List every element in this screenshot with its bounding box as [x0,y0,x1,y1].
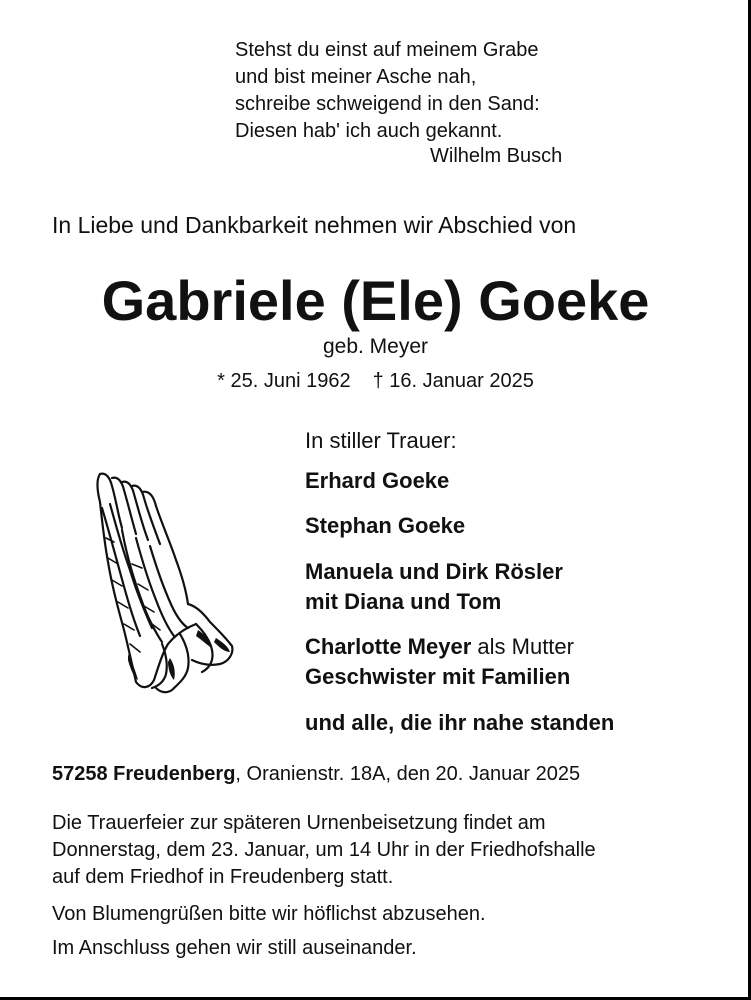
mourner-1: Erhard Goeke [305,468,450,493]
service-line: auf dem Friedhof in Freudenberg statt. [52,866,394,888]
mourner-4-name: Charlotte Meyer [305,634,472,659]
praying-hands-icon [92,468,237,696]
address-line [52,763,580,786]
death-date: † 16. Januar 2025 [372,370,534,392]
deceased-name: Gabriele (Ele) Goeke [101,269,650,332]
closing-note: Im Anschluss gehen wir still auseinander. [52,937,417,959]
mourner-5: Geschwister mit Familien [305,664,571,689]
service-line: Die Trauerfeier zur späteren Urnenbeisetzung findet am [52,812,546,834]
birth-name: geb. Meyer [322,335,429,358]
mourner-3-line2: mit Diana und Tom [305,589,502,614]
mourner-3-line1: Manuela und Dirk Rösler [305,559,563,584]
service-line: Donnerstag, dem 23. Januar, um 14 Uhr in der Friedhofshalle [52,839,596,861]
flowers-note: Von Blumengrüßen bitte wir höflichst abzusehen. [52,903,486,925]
mourners-heading: In stiller Trauer: [305,428,457,453]
poem-author: Wilhelm Busch [430,145,563,167]
poem-line: Diesen hab' ich auch gekannt. [235,120,503,142]
intro-text: In Liebe und Dankbarkeit nehmen wir Abschied von [52,212,577,238]
address-rest: , Oranienstr. 18A, den 20. Januar 2025 [235,763,581,785]
mourner-6: und alle, die ihr nahe standen [305,710,615,735]
mourner-3 [305,557,563,617]
poem-line: schreibe schweigend in den Sand: [235,93,540,115]
poem [235,37,540,145]
mourner-4-relation: als Mutter [471,634,574,659]
poem-line: und bist meiner Asche nah, [235,66,477,88]
life-dates [0,370,751,393]
mourner-2: Stephan Goeke [305,513,466,538]
poem-line: Stehst du einst auf meinem Grabe [235,39,539,61]
mourner-4 [305,632,574,692]
address-town: 57258 Freudenberg [52,763,236,785]
birth-date: * 25. Juni 1962 [217,370,351,392]
service-info [52,810,692,891]
